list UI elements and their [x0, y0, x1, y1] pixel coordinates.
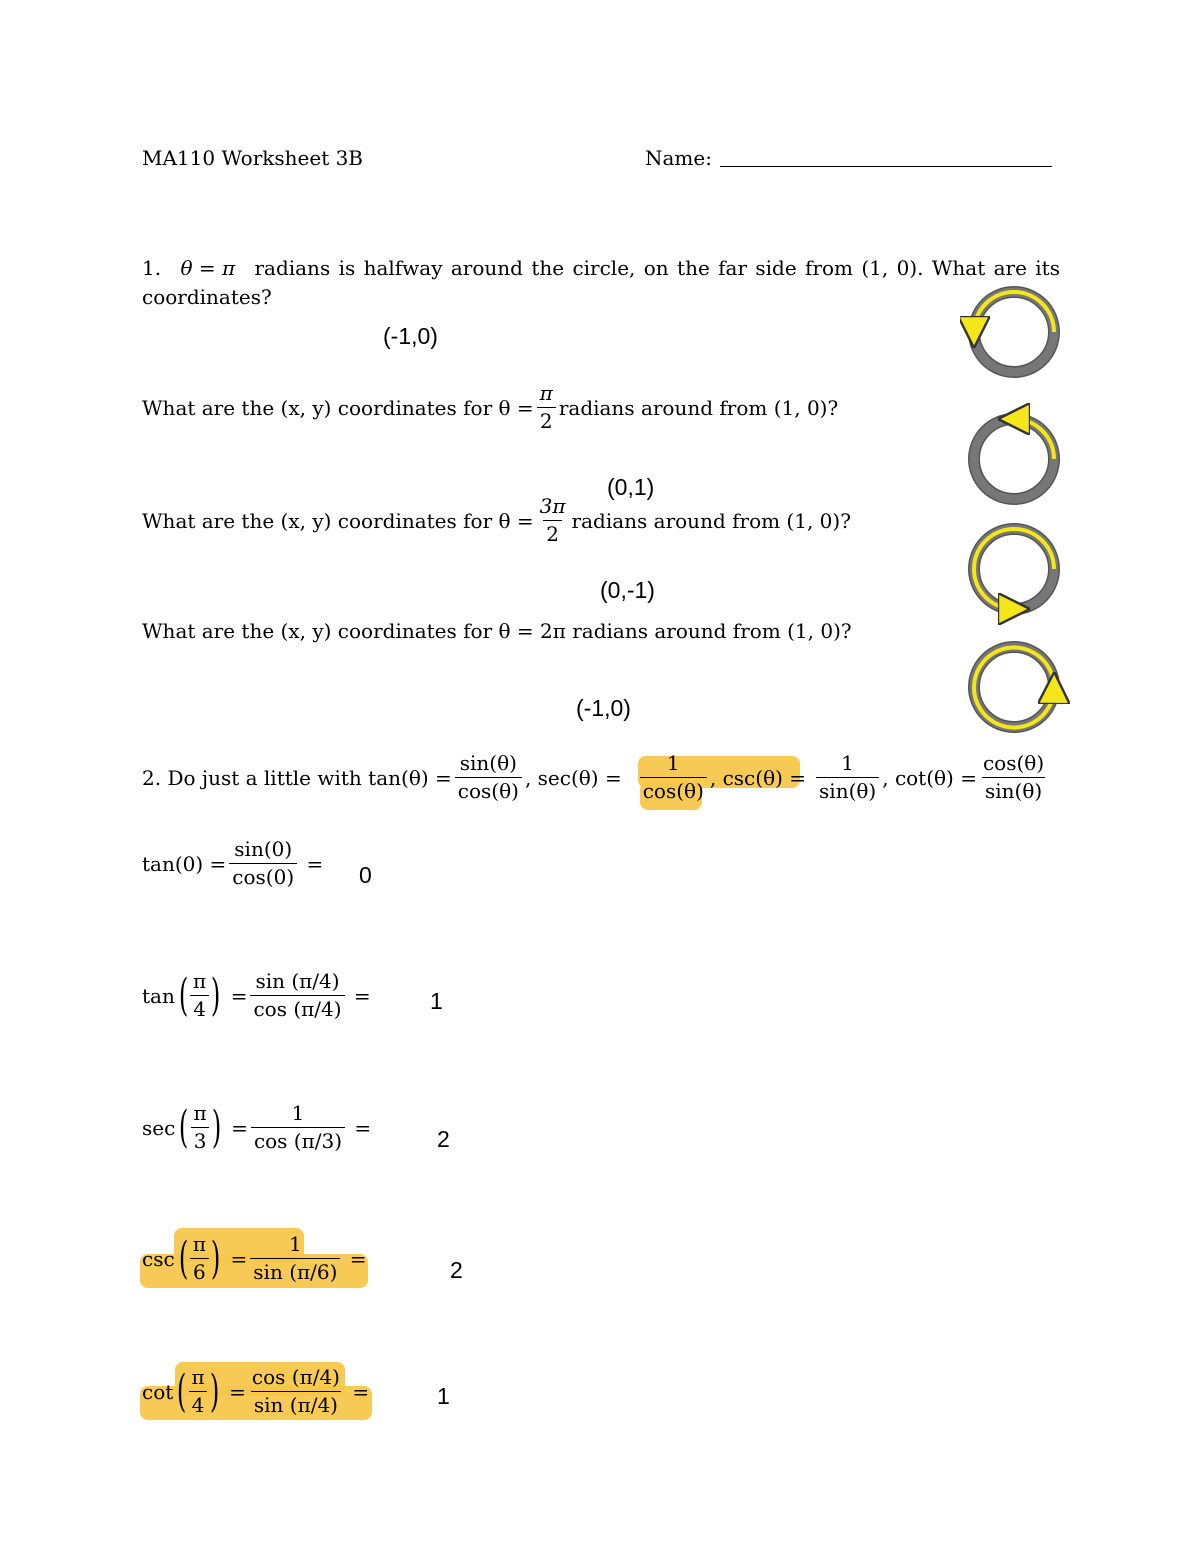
- tan-def-den: cos(θ): [455, 777, 522, 803]
- row-sec-fn: sec: [142, 1115, 176, 1140]
- row-sec-pi-3: sec ( $\frac{\pi}{3}$ ) = $\frac{1}{\cos (\pi/3)}$ =: [142, 1101, 372, 1153]
- row-sec-den: cos (π/3): [251, 1127, 345, 1153]
- row-cot-arg-den: 4: [189, 1391, 208, 1417]
- row-tan-0: tan(0) = $\frac{\sin(0)}{\cos(0)}$ =: [142, 837, 324, 889]
- row-cot-fn: cot: [142, 1379, 174, 1404]
- q-three-suffix: radians around from (1, 0)?: [571, 508, 851, 533]
- row-tan-arg-num: π: [193, 969, 207, 993]
- q1-prompt: [142, 256, 1060, 280]
- answer-csc-pi-6: 2: [450, 1257, 463, 1283]
- row-tan-num: sin (π/4): [255, 969, 340, 993]
- row-csc-fn: csc: [142, 1246, 175, 1271]
- q1-prompt-text: radians is halfway around the circle, on the far side from (1, 0). What are its: [254, 256, 1060, 280]
- q-half-den: 2: [537, 407, 556, 433]
- row-cot-num: cos (π/4): [251, 1365, 340, 1389]
- csc-def: csc(θ) =: [722, 765, 807, 790]
- q-half-num: π: [539, 381, 553, 405]
- q-half-prefix: What are the (x, y) coordinates for θ =: [142, 395, 534, 420]
- answer-three-half-pi: (0,-1): [600, 577, 655, 603]
- name-blank-line[interactable]: [720, 166, 1052, 167]
- q2-definitions: 2. Do just a little with tan(θ) = $\frac{\sin(\theta)}{\cos(\theta)}$ , sec(θ) = $\frac{1}{\cos(\theta)}$ , csc(θ) = $\frac{1}{\sin(\theta)}$ , cot(θ) = $\frac{\cos(\theta)}{\sin(\theta)}$: [142, 752, 1050, 803]
- q2-intro: Do just a little with: [167, 765, 362, 790]
- q1-number: 1.: [142, 256, 162, 280]
- cot-def-den: sin(θ): [982, 777, 1045, 803]
- worksheet-title: MA110 Worksheet 3B: [142, 146, 364, 170]
- answer-pi: (-1,0): [383, 323, 438, 349]
- sec-def-num: 1: [666, 751, 680, 775]
- circle-two-pi-diagram: [974, 647, 1054, 728]
- row-tan-arg-den: 4: [190, 995, 209, 1021]
- circle-half-pi-diagram: [974, 419, 1054, 499]
- row-sec-arg-num: π: [193, 1101, 207, 1125]
- csc-def-den: sin(θ): [816, 777, 879, 803]
- tan-def-num: sin(θ): [459, 751, 517, 775]
- answer-tan-0: 0: [359, 862, 372, 888]
- row-csc-arg-num: π: [192, 1232, 206, 1256]
- csc-def-num: 1: [841, 751, 854, 775]
- row-tan-0-den: cos(0): [229, 863, 297, 889]
- unit-circle-diagrams: [960, 280, 1070, 740]
- row-cot-den: sin (π/4): [251, 1391, 341, 1417]
- sec-def-den: cos(θ): [640, 777, 707, 803]
- row-csc-den: sin (π/6): [250, 1258, 340, 1284]
- row-tan-0-num: sin(0): [234, 837, 293, 861]
- sec-def: sec(θ) =: [537, 765, 622, 790]
- q-three-half-pi: [142, 495, 851, 546]
- row-csc-arg-den: 6: [190, 1258, 209, 1284]
- tan-def: tan(θ) =: [368, 765, 452, 790]
- answer-two-pi: (-1,0): [576, 695, 631, 721]
- q-half-pi: [142, 382, 838, 433]
- row-tan-den: cos (π/4): [250, 995, 344, 1021]
- row-cot-pi-4: cot ( $\frac{\pi}{4}$ ) = $\frac{\cos (\pi/4)}{\sin (\pi/4)}$ =: [142, 1365, 370, 1417]
- answer-tan-pi-4: 1: [430, 988, 443, 1014]
- answer-cot-pi-4: 1: [437, 1383, 450, 1409]
- q-half-suffix: radians around from (1, 0)?: [558, 395, 839, 420]
- row-tan-0-lhs: tan(0) =: [142, 851, 227, 876]
- circle-three-half-pi-diagram: [974, 529, 1054, 609]
- q-three-num: 3π: [539, 494, 566, 518]
- row-tan-fn: tan: [142, 983, 175, 1008]
- row-sec-num: 1: [291, 1101, 305, 1125]
- answer-sec-pi-3: 2: [437, 1126, 450, 1152]
- circle-pi-diagram: [974, 292, 1054, 372]
- row-csc-pi-6: csc ( $\frac{\pi}{6}$ ) = $\frac{1}{\sin (\pi/6)}$ =: [142, 1232, 367, 1284]
- row-tan-pi-4: tan ( $\frac{\pi}{4}$ ) = $\frac{\sin (\pi/4)}{\cos (\pi/4)}$ =: [142, 969, 371, 1021]
- cot-def: cot(θ) =: [894, 765, 977, 790]
- row-cot-arg-num: π: [191, 1365, 205, 1389]
- q2-number: 2.: [142, 765, 162, 790]
- q1-prompt-cont: coordinates?: [142, 285, 272, 309]
- row-csc-num: 1: [288, 1232, 302, 1256]
- cot-def-num: cos(θ): [982, 751, 1045, 775]
- q-three-prefix: What are the (x, y) coordinates for θ =: [142, 508, 534, 533]
- q1-theta-pi: θ = π: [180, 256, 236, 280]
- row-sec-arg-den: 3: [191, 1127, 210, 1153]
- q-two-pi: What are the (x, y) coordinates for θ = 2π radians around from (1, 0)?: [142, 619, 852, 643]
- q-three-den: 2: [543, 520, 562, 546]
- answer-half-pi: (0,1): [607, 474, 655, 500]
- name-label: Name:: [645, 146, 712, 170]
